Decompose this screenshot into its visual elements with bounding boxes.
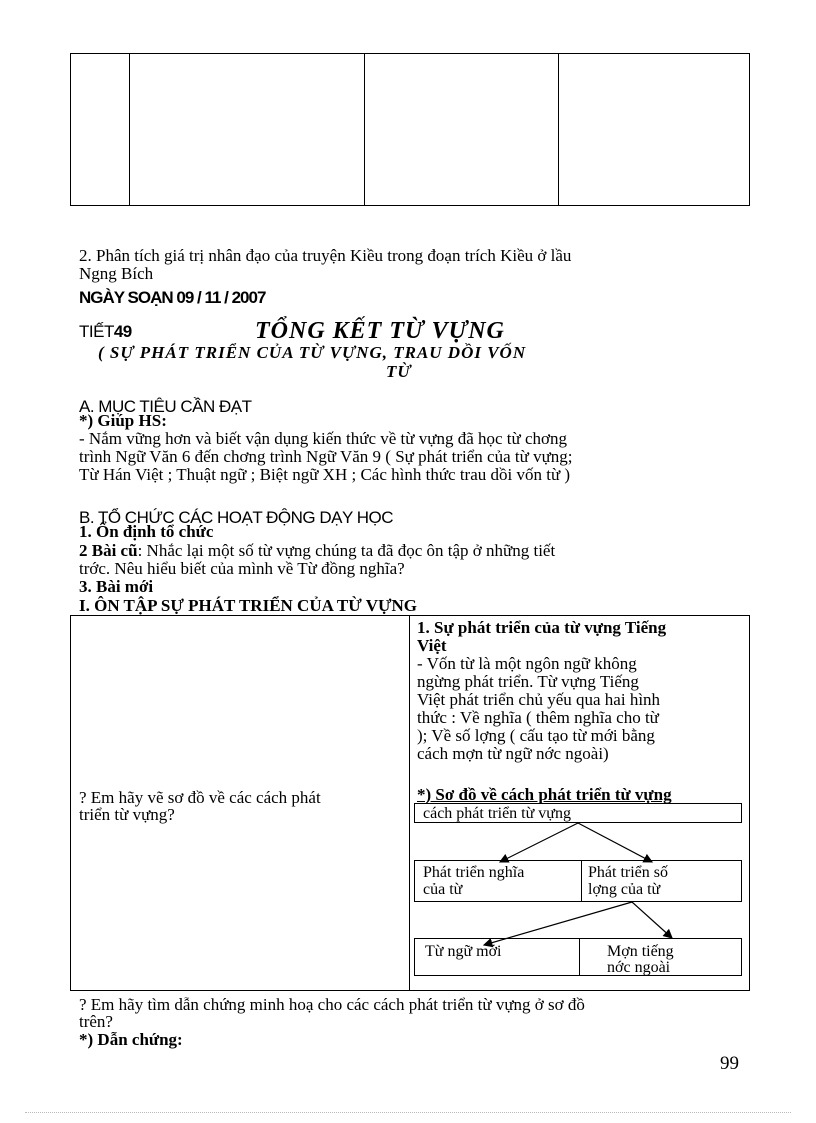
question-2-line-1: 2. Phân tích giá trị nhân đạo của truyện Kiều trong đoạn trích Kiều ở lầu: [79, 246, 572, 265]
question-2-line-2: Ngng Bích: [79, 264, 154, 283]
arrow-to-leaf-right: [632, 902, 672, 938]
section-b-item-3: 3. Bài mới: [79, 577, 154, 596]
right-heading-line-2: Việt: [417, 636, 447, 655]
section-a-line-1: - Nắm vững hơn và biết vận dụng kiến thức về từ vựng đã học từ chơng: [79, 429, 568, 448]
arrow-to-branch-right: [578, 823, 652, 862]
section-a-line-2: trình Ngữ Văn 6 đến chơng trình Ngữ Văn 9 ( Sự phát triển của từ vựng;: [79, 447, 573, 466]
section-a-help: *) Giúp HS:: [79, 411, 167, 430]
after-question-line-2: trên?: [79, 1012, 113, 1031]
left-question-line-1: ? Em hãy vẽ sơ đồ về các cách phát: [79, 788, 321, 807]
right-body-line-6: cách mợn từ ngữ nớc ngoài): [417, 744, 609, 763]
section-b-item-2-line-2: trớc. Nêu hiểu biết của mình về Từ đồng nghĩa?: [79, 559, 405, 578]
diagram-root-label: cách phát triển từ vựng: [423, 805, 571, 822]
leaf-right-line-1: Mợn tiếng: [607, 943, 674, 960]
page-bottom-rule: [25, 1112, 791, 1113]
right-body-line-1: - Vốn từ là một ngôn ngữ không: [417, 654, 637, 673]
lesson-subtitle-line-2: TỪ: [386, 362, 412, 381]
section-b-heading: B. TỔ CHỨC CÁC HOẠT ĐỘNG DẠY HỌC: [79, 508, 394, 527]
page-number: 99: [720, 1053, 739, 1074]
lesson-label: TIẾT: [79, 322, 114, 341]
arrow-to-leaf-left: [484, 902, 632, 945]
item-2-text: : Nhắc lại một số từ vựng chúng ta đã đọc ôn tập ở những tiết: [137, 541, 556, 560]
evidence-heading: *) Dẫn chứng:: [79, 1030, 183, 1049]
right-body-line-3: Việt phát triển chủ yếu qua hai hình: [417, 690, 661, 709]
right-heading-line-1: 1. Sự phát triển của từ vựng Tiếng: [417, 618, 667, 637]
lesson-number-value: 49: [113, 322, 132, 341]
item-2-label: 2 Bài cũ: [79, 541, 138, 560]
right-body-line-2: ngừng phát triển. Từ vựng Tiếng: [417, 672, 639, 691]
branch-left-line-2: của từ: [423, 881, 463, 898]
lesson-subtitle-line-1: ( SỰ PHÁT TRIỂN CỦA TỪ VỰNG, TRAU DỒI VỐN: [98, 343, 527, 362]
branch-right-line-1: Phát triển số: [588, 864, 668, 881]
leaf-left-label: Từ ngữ mới: [425, 943, 502, 960]
section-a-heading: A. MỤC TIÊU CẦN ĐẠT: [79, 397, 252, 416]
section-b-part-1: I. ÔN TẬP SỰ PHÁT TRIỂN CỦA TỪ VỰNG: [79, 596, 418, 615]
lesson-title: TỔNG KẾT TỪ VỰNG: [255, 318, 505, 344]
section-a-line-3: Từ Hán Việt ; Thuật ngữ ; Biệt ngữ XH ; Các hình thức trau dồi vốn từ ): [79, 465, 571, 484]
section-b-item-1: 1. Ổn định tổ chức: [79, 522, 214, 541]
branch-right-line-2: lợng của từ: [588, 881, 661, 898]
branch-left-line-1: Phát triển nghĩa: [423, 864, 525, 881]
right-body-line-4: thức : Về nghĩa ( thêm nghĩa cho từ: [417, 708, 659, 727]
arrow-to-branch-left: [500, 823, 578, 862]
right-body-line-5: ); Về số lợng ( cấu tạo từ mới bằng: [417, 726, 655, 745]
diagram-heading: *) Sơ đồ về cách phát triển từ vựng: [417, 785, 672, 804]
leaf-right-line-2: nớc ngoài: [607, 959, 671, 976]
after-question-line-1: ? Em hãy tìm dẫn chứng minh hoạ cho các cách phát triển từ vựng ở sơ đồ: [79, 995, 585, 1014]
date-line: NGÀY SOẠN 09 / 11 / 2007: [79, 288, 266, 307]
left-question-line-2: triển từ vựng?: [79, 805, 175, 824]
